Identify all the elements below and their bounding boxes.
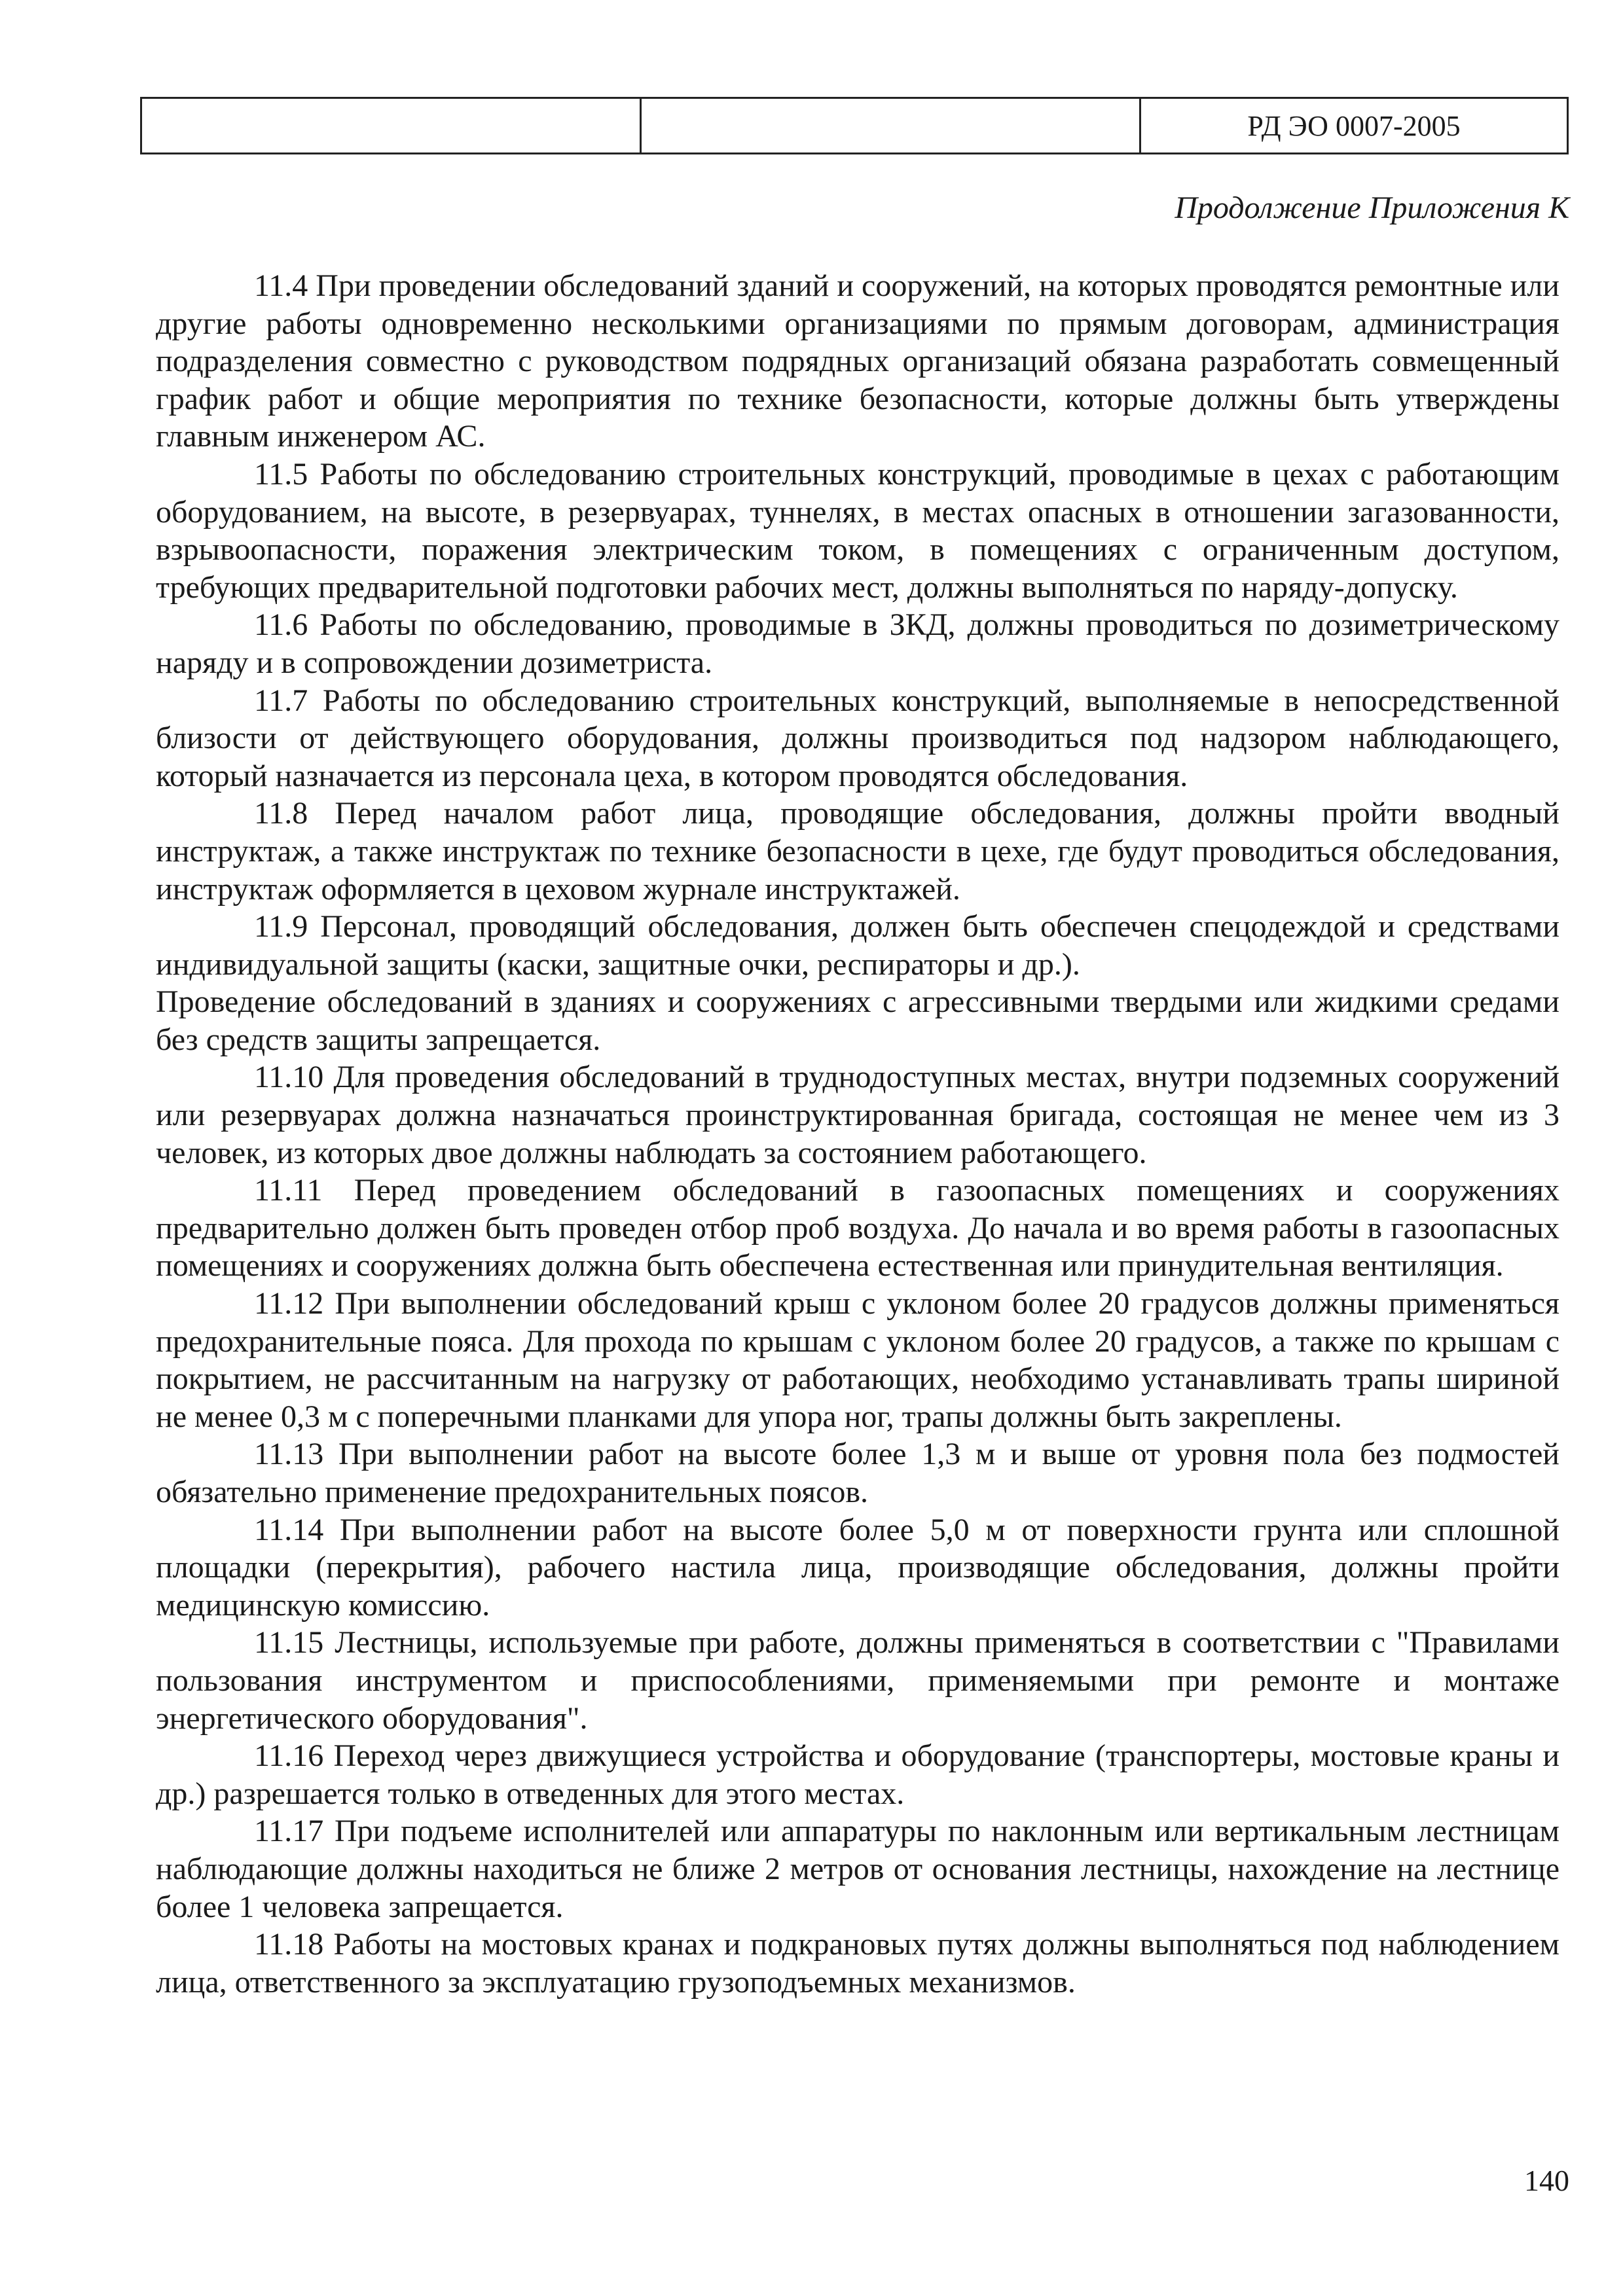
paragraph-11-15: 11.15 Лестницы, используемые при работе, должны применяться в соответствии с "Правилами пользования инструментом и приспособлениями, применяемыми при ремонте и монтаже энергетического оборудования". (156, 1625, 1559, 1736)
paragraph-11-6: 11.6 Работы по обследованию, проводимые в ЗКД, должны проводиться по дозиметрическому наряду и в сопровождении дозиметриста. (156, 607, 1559, 680)
appendix-continuation-label: Продолжение Приложения К (1175, 190, 1569, 225)
paragraph-11-5: 11.5 Работы по обследованию строительных конструкций, проводимые в цехах с работающим оборудованием, на высоте, в резервуарах, туннелях, в местах опасных в отношении загазованности, взрывоопасности, поражения электрическим током, в помещениях с ограниченным доступом, требующих предварительной подготовки рабочих мест, должны выполняться по наряду-допуску. (156, 456, 1559, 605)
paragraph-11-13: 11.13 При выполнении работ на высоте более 1,3 м и выше от уровня пола без подмостей обязательно применение предохранительных поясов. (156, 1437, 1559, 1509)
document-code: РД ЭО 0007-2005 (1140, 98, 1568, 154)
paragraph-11-9-continued: Проведение обследований в зданиях и сооружениях с агрессивными твердыми или жидкими средами без средств защиты запрещается. (156, 984, 1559, 1057)
header-cell-2 (641, 98, 1140, 154)
paragraph-11-18: 11.18 Работы на мостовых кранах и подкрановых путях должны выполняться под наблюдением лица, ответственного за эксплуатацию грузоподъемных механизмов. (156, 1927, 1559, 2000)
paragraph-11-9: 11.9 Персонал, проводящий обследования, должен быть обеспечен спецодеждой и средствами индивидуальной защиты (каски, защитные очки, респираторы и др.). (156, 909, 1559, 982)
paragraph-11-11: 11.11 Перед проведением обследований в газоопасных помещениях и сооружениях предварительно должен быть проведен отбор проб воздуха. До начала и во время работы в газоопасных помещениях и сооружениях должна быть обеспечена естественная или принудительная вентиляция. (156, 1173, 1559, 1283)
paragraph-11-7: 11.7 Работы по обследованию строительных конструкций, выполняемые в непосредственной близости от действующего оборудования, должны производиться под надзором наблюдающего, который назначается из персонала цеха, в котором проводятся обследования. (156, 683, 1559, 793)
paragraph-11-4: 11.4 При проведении обследований зданий и сооружений, на которых проводятся ремонтные или другие работы одновременно несколькими организациями по прямым договорам, администрация подразделения совместно с руководством подрядных организаций обязана разработать совмещенный график работ и общие мероприятия по технике безопасности, которые должны быть утверждены главным инженером АС. (156, 268, 1559, 454)
paragraph-11-17: 11.17 При подъеме исполнителей или аппаратуры по наклонным или вертикальным лестницам наблюдающие должны находиться не ближе 2 метров от основания лестницы, нахождение на лестнице более 1 человека запрещается. (156, 1814, 1559, 1924)
header-cell-1 (141, 98, 641, 154)
header-table (140, 97, 1569, 154)
paragraph-11-12: 11.12 При выполнении обследований крыш с уклоном более 20 градусов должны применяться предохранительные пояса. Для прохода по крышам с уклоном более 20 градусов, а также по крышам с покрытием, не рассчитанным на нагрузку от работающих, необходимо устанавливать трапы шириной не менее 0,3 м с поперечными планками для упора ног, трапы должны быть закреплены. (156, 1286, 1559, 1434)
paragraph-11-8: 11.8 Перед началом работ лица, проводящие обследования, должны пройти вводный инструктаж, а также инструктаж по технике безопасности в цехе, где будут проводиться обследования, инструктаж оформляется в цеховом журнале инструктажей. (156, 796, 1559, 906)
paragraph-11-16: 11.16 Переход через движущиеся устройства и оборудование (транспортеры, мостовые краны и др.) разрешается только в отведенных для этого местах. (156, 1738, 1559, 1811)
paragraph-11-14: 11.14 При выполнении работ на высоте более 5,0 м от поверхности грунта или сплошной площадки (перекрытия), рабочего настила лица, производящие обследования, должны пройти медицинскую комиссию. (156, 1512, 1559, 1623)
page-number: 140 (1524, 2164, 1569, 2197)
document-body (156, 267, 1559, 2001)
paragraph-11-10: 11.10 Для проведения обследований в труднодоступных местах, внутри подземных сооружений или резервуарах должна назначаться проинструктированная бригада, состоящая не менее чем из 3 человек, из которых двое должны наблюдать за состоянием работающего. (156, 1060, 1559, 1170)
